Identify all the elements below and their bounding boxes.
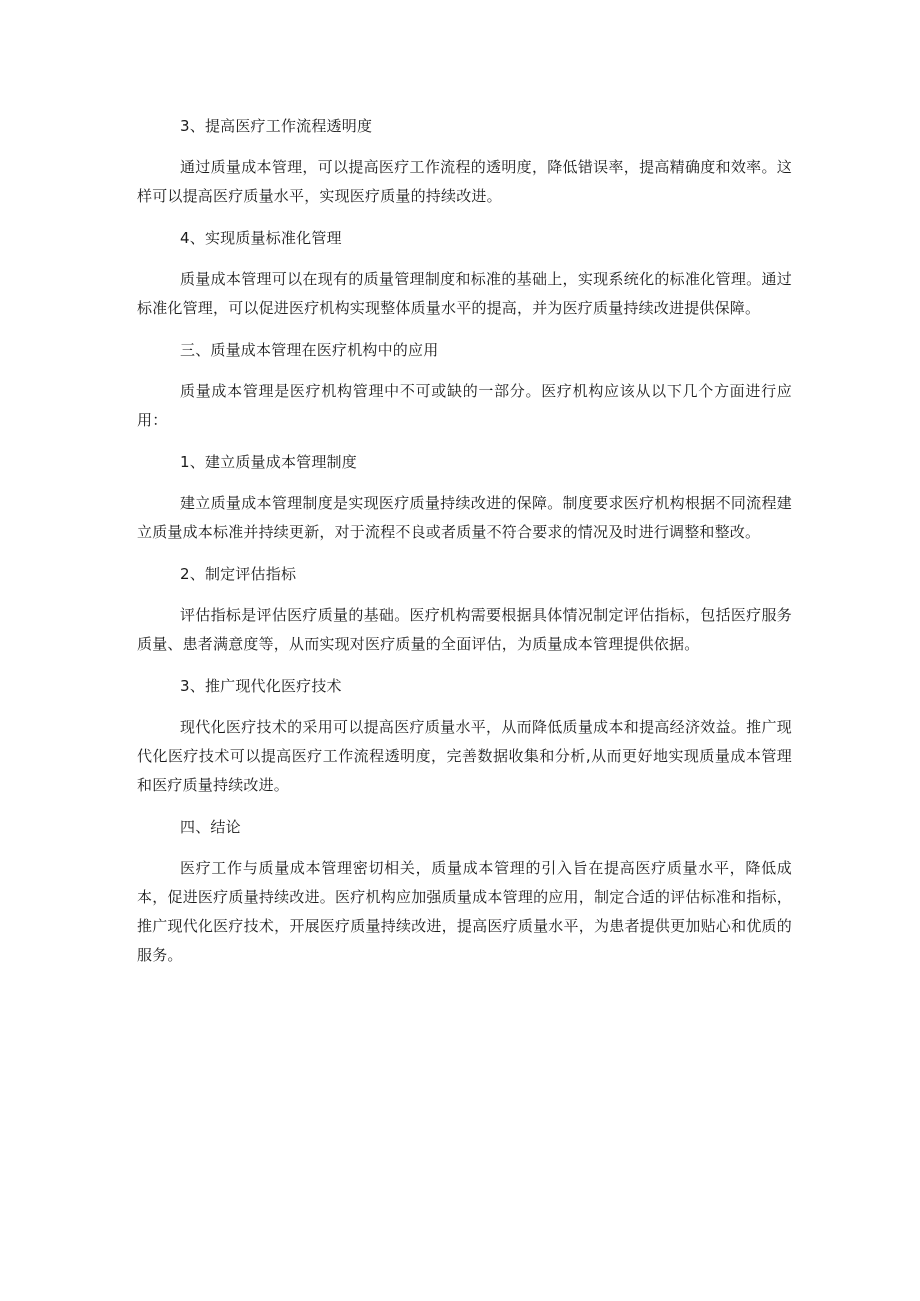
chapter-heading: 三、质量成本管理在医疗机构中的应用: [180, 341, 439, 359]
section-heading: 4、实现质量标准化管理: [180, 229, 342, 247]
paragraph: 建立质量成本管理制度是实现医疗质量持续改进的保障。制度要求医疗机构根据不同流程建立质量成本标准并持续更新，对于流程不良或者质量不符合要求的情况及时进行调整和整改。: [137, 494, 792, 541]
paragraph: 通过质量成本管理，可以提高医疗工作流程的透明度，降低错误率，提高精确度和效率。这样可以提高医疗质量水平，实现医疗质量的持续改进。: [137, 158, 792, 205]
paragraph: 质量成本管理是医疗机构管理中不可或缺的一部分。医疗机构应该从以下几个方面进行应用：: [137, 382, 792, 429]
paragraph: 评估指标是评估医疗质量的基础。医疗机构需要根据具体情况制定评估指标，包括医疗服务质量、患者满意度等，从而实现对医疗质量的全面评估，为质量成本管理提供依据。: [137, 606, 792, 653]
section-heading: 3、推广现代化医疗技术: [180, 677, 342, 695]
paragraph: 医疗工作与质量成本管理密切相关，质量成本管理的引入旨在提高医疗质量水平，降低成本，促进医疗质量持续改进。医疗机构应加强质量成本管理的应用，制定合适的评估标准和指标，推广现代化医疗技术，开展医疗质量持续改进，提高医疗质量水平，为患者提供更加贴心和优质的服务。: [137, 859, 792, 964]
section-heading: 1、建立质量成本管理制度: [180, 453, 357, 471]
section-heading: 3、提高医疗工作流程透明度: [180, 117, 373, 135]
document-body: [137, 112, 792, 983]
chapter-heading: 四、结论: [180, 818, 241, 836]
paragraph: 现代化医疗技术的采用可以提高医疗质量水平，从而降低质量成本和提高经济效益。推广现代化医疗技术可以提高医疗工作流程透明度，完善数据收集和分析,从而更好地实现质量成本管理和医疗质量持续改进。: [137, 718, 792, 794]
section-heading: 2、制定评估指标: [180, 565, 297, 583]
paragraph: 质量成本管理可以在现有的质量管理制度和标准的基础上，实现系统化的标准化管理。通过标准化管理，可以促进医疗机构实现整体质量水平的提高，并为医疗质量持续改进提供保障。: [137, 270, 792, 317]
